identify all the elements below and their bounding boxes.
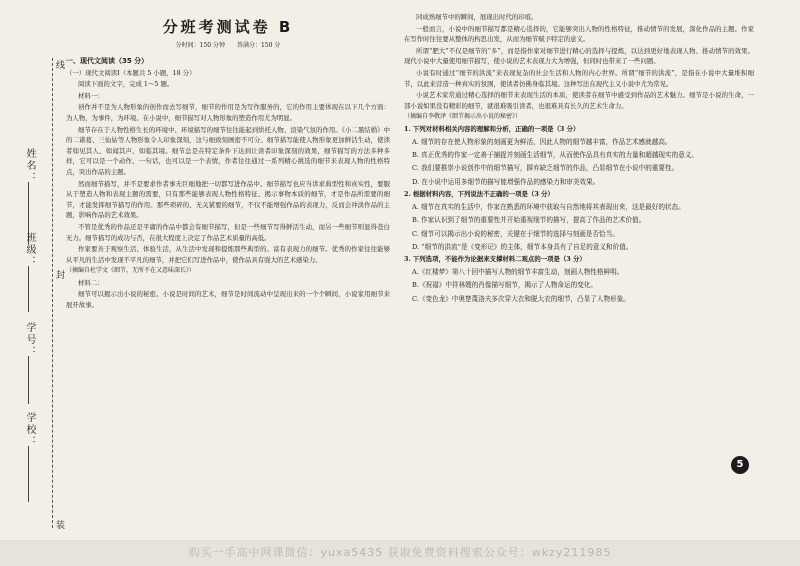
left-column — [66, 16, 390, 312]
material-two-paragraph: 同成熟细节中的瞬间，展现出时代的印痕。 — [416, 13, 538, 21]
question-1-option-d: D. 在小说中运用多细节的描写能增强作品的感染力和审美效果。 — [412, 177, 600, 186]
question-1-option-b: B. 真正优秀的作家一定善于捕捉并刻画生活细节，从而使作品具有真实的力量和超越现实的意义。 — [412, 150, 698, 159]
school-field-line — [28, 446, 29, 502]
question-2-option-c: C. 细节可以揭示出小说的秘密，关键在于细节的选择与刻画是否恰当。 — [412, 229, 619, 238]
question-2: 2. 根据材料内容，下列说法不正确的一项是（3 分） — [404, 190, 554, 199]
section-heading: 一、现代文阅读（35 分） — [66, 57, 149, 65]
material-two-source: （摘编自李敬泽《细节揭示出小说的秘密》） — [404, 113, 522, 121]
question-3-option-c: C.《变色龙》中奥楚蔑洛夫多次穿大衣和脱大衣的细节，凸显了人物形象。 — [412, 294, 630, 303]
number-label: 学号： — [24, 322, 35, 358]
material-one-paragraph: 不管是优秀的作品还是平庸的作品中都会有细节描写，但是一些细节写得鲜活生动，而另一些细节则显得苍白无力。细节描写的成功与否，在很大程度上决定了作品艺术质量的高低。 — [66, 222, 390, 242]
number-field-line — [28, 356, 29, 404]
binding-dash-line — [52, 58, 53, 528]
material-two-paragraph: 所谓“肥大”不仅是细节的“多”，而是指作家对细节进行精心的选择与提炼，以达到更好地表现人物、推动情节的效果。现代小说中大量使用细节描写，使小说的艺术表现力大为增强，但同时也带来了一些问题。 — [404, 46, 754, 66]
exam-time: 分时间：150 分钟 — [175, 42, 226, 49]
material-one-paragraph: 细节存在于人物性格生长的环境中、环境描写的细节往往能起到烘托人物、渲染气氛的作用。《小二黑结婚》中的二诸葛、三仙姑等人物形象令人印象深刻，这与细致刻画密不可分。细节描写能使人物形象更加鲜活生动，使读者如见其人、如闻其声、如临其境。细节总是在特定条件下达到让读者印象深刻的效果，细节描写的方法多种多样，它可以是一个动作、一句话，也可以是一个表情，作者往往通过一系列精心挑选的细节来表现人物的性格特点，突出作品的主题。 — [66, 125, 390, 176]
material-two-paragraph: 细节可以揭示出小说的秘密。小说是时间的艺术，细节是时间流动中呈现出来的一个个瞬间，小说家用细节来展开故事。 — [66, 290, 390, 310]
subsection-heading: （一）现代文阅读Ⅰ（本题共 5 小题，18 分） — [66, 68, 196, 77]
exam-title: 分班考测试卷 B — [162, 18, 294, 36]
question-1-option-a: A. 细节的存在使人物形象的刻画更为鲜活，因此人物的细节越丰富，作品艺术感就越高。 — [412, 137, 672, 146]
class-field-line — [28, 266, 29, 312]
material-one-label: 材料一： — [78, 91, 104, 100]
question-1: 1. 下列对材料相关内容的理解和分析，正确的一项是（3 分） — [404, 124, 580, 133]
right-column — [404, 12, 754, 306]
seal-bind-mark: 装 — [56, 521, 66, 531]
material-two-paragraph: 小说有时通过“细节的洪流”来表现复杂的社会生活和人物的内心世界。所谓“细节的洪流”，是指在小说中大量堆积细节，以此来营造一种真实的氛围，使读者仿佛身临其境。这种写法在现代主义小说中尤为常见。 — [404, 68, 754, 88]
name-label: 姓名： — [24, 148, 35, 184]
material-two-label: 材料二： — [78, 278, 104, 287]
question-2-option-d: D. “细节的洪流”是《变形记》的主体，细节本身具有了自足的意义和价值。 — [412, 242, 633, 251]
material-one-source: （摘编自杜学文《细节，无所不在又意味深长》） — [66, 267, 196, 275]
seal-seal-mark: 封 — [56, 271, 66, 281]
material-one-paragraph: 作家要善于观察生活、体验生活，从生活中发现和提炼那些典型的、富有表现力的细节。优秀的作家往往能够从平凡的生活中发现不平凡的细节，并把它们写进作品中，使作品具有强大的艺术感染力。 — [66, 245, 390, 264]
exam-score: 答满分：150 分 — [236, 42, 281, 49]
material-two-paragraph: 小说艺术家常通过精心选择的细节来表现生活的本质，使读者在细节中感受到作品的艺术魅力。细节是小说的生命，一部小说如果没有精彩的细节，就很难吸引读者，也很难具有长久的艺术生命力。 — [404, 91, 754, 110]
class-label: 班级： — [24, 232, 35, 268]
seal-line-mark: 线 — [56, 61, 66, 71]
binding-margin — [0, 0, 66, 540]
exam-meta — [66, 42, 390, 50]
question-2-option-b: B. 作家认识到了细节的重要性并开始重视细节的描写，提高了作品的艺术价值。 — [412, 216, 646, 225]
question-1-option-c: C. 我们要推崇小说创作中的细节描写，摒弃缺乏细节的作品，凸显细节在小说中的重要性。 — [412, 164, 679, 173]
question-3: 3. 下列选项，不能作为论据来支撑材料二观点的一项是（3 分） — [404, 255, 586, 264]
reading-instruction: 阅读下面的文字，完成 1～5 题。 — [78, 80, 174, 89]
watermark-footer: 购买一手高中网课微信：yuxa5435 获取免费资料搜索公众号：wkzy211985 — [0, 540, 800, 566]
material-two-paragraph: 一般而言，小说中的细节描写都是精心选择的，它能够突出人物的性格特征，推动情节的发展，深化作品的主题。作家在写作时往往要从整体的构思出发，从而为细节赋予特定的意义。 — [404, 24, 754, 44]
material-one-paragraph: 创作并不是为人物形象的创作而去写细节，细节的作用是为写作服务的，它的作用主要体现在以下几个方面：为人物，为事件，为环境。在小说中，细节描写对人物形象的塑造作用尤为明显。 — [66, 103, 390, 122]
question-3-option-a: A.《红楼梦》第八十回中描写人物的细节丰富生动，刻画人物性格鲜明。 — [412, 267, 624, 276]
page-number-badge: 5 — [731, 456, 749, 474]
question-3-option-b: B.《祝福》中祥林嫂的肖像描写细节，揭示了人物命运的变化。 — [412, 281, 597, 290]
school-label: 学校： — [24, 412, 35, 448]
question-2-option-a: A. 细节在真实的生活中，作家在熟悉的环境中获取与自然地将其表现出来，这是最好的状态。 — [412, 202, 685, 211]
material-one-paragraph: 然而细节描写，并不是要求作者事无巨细地把一切都写进作品中。细节描写也应当讲求典型性和真实性，要服从于塑造人物和表现主题的需要，只有那些能够表现人物性格特征、揭示事物本质的细节，才是作品所需要的细节，才能发挥细节描写的作用。那些琐碎的、无关紧要的细节，不仅不能增强作品的表现力，反而会冲淡作品的主题，影响作品的艺术效果。 — [66, 179, 390, 220]
